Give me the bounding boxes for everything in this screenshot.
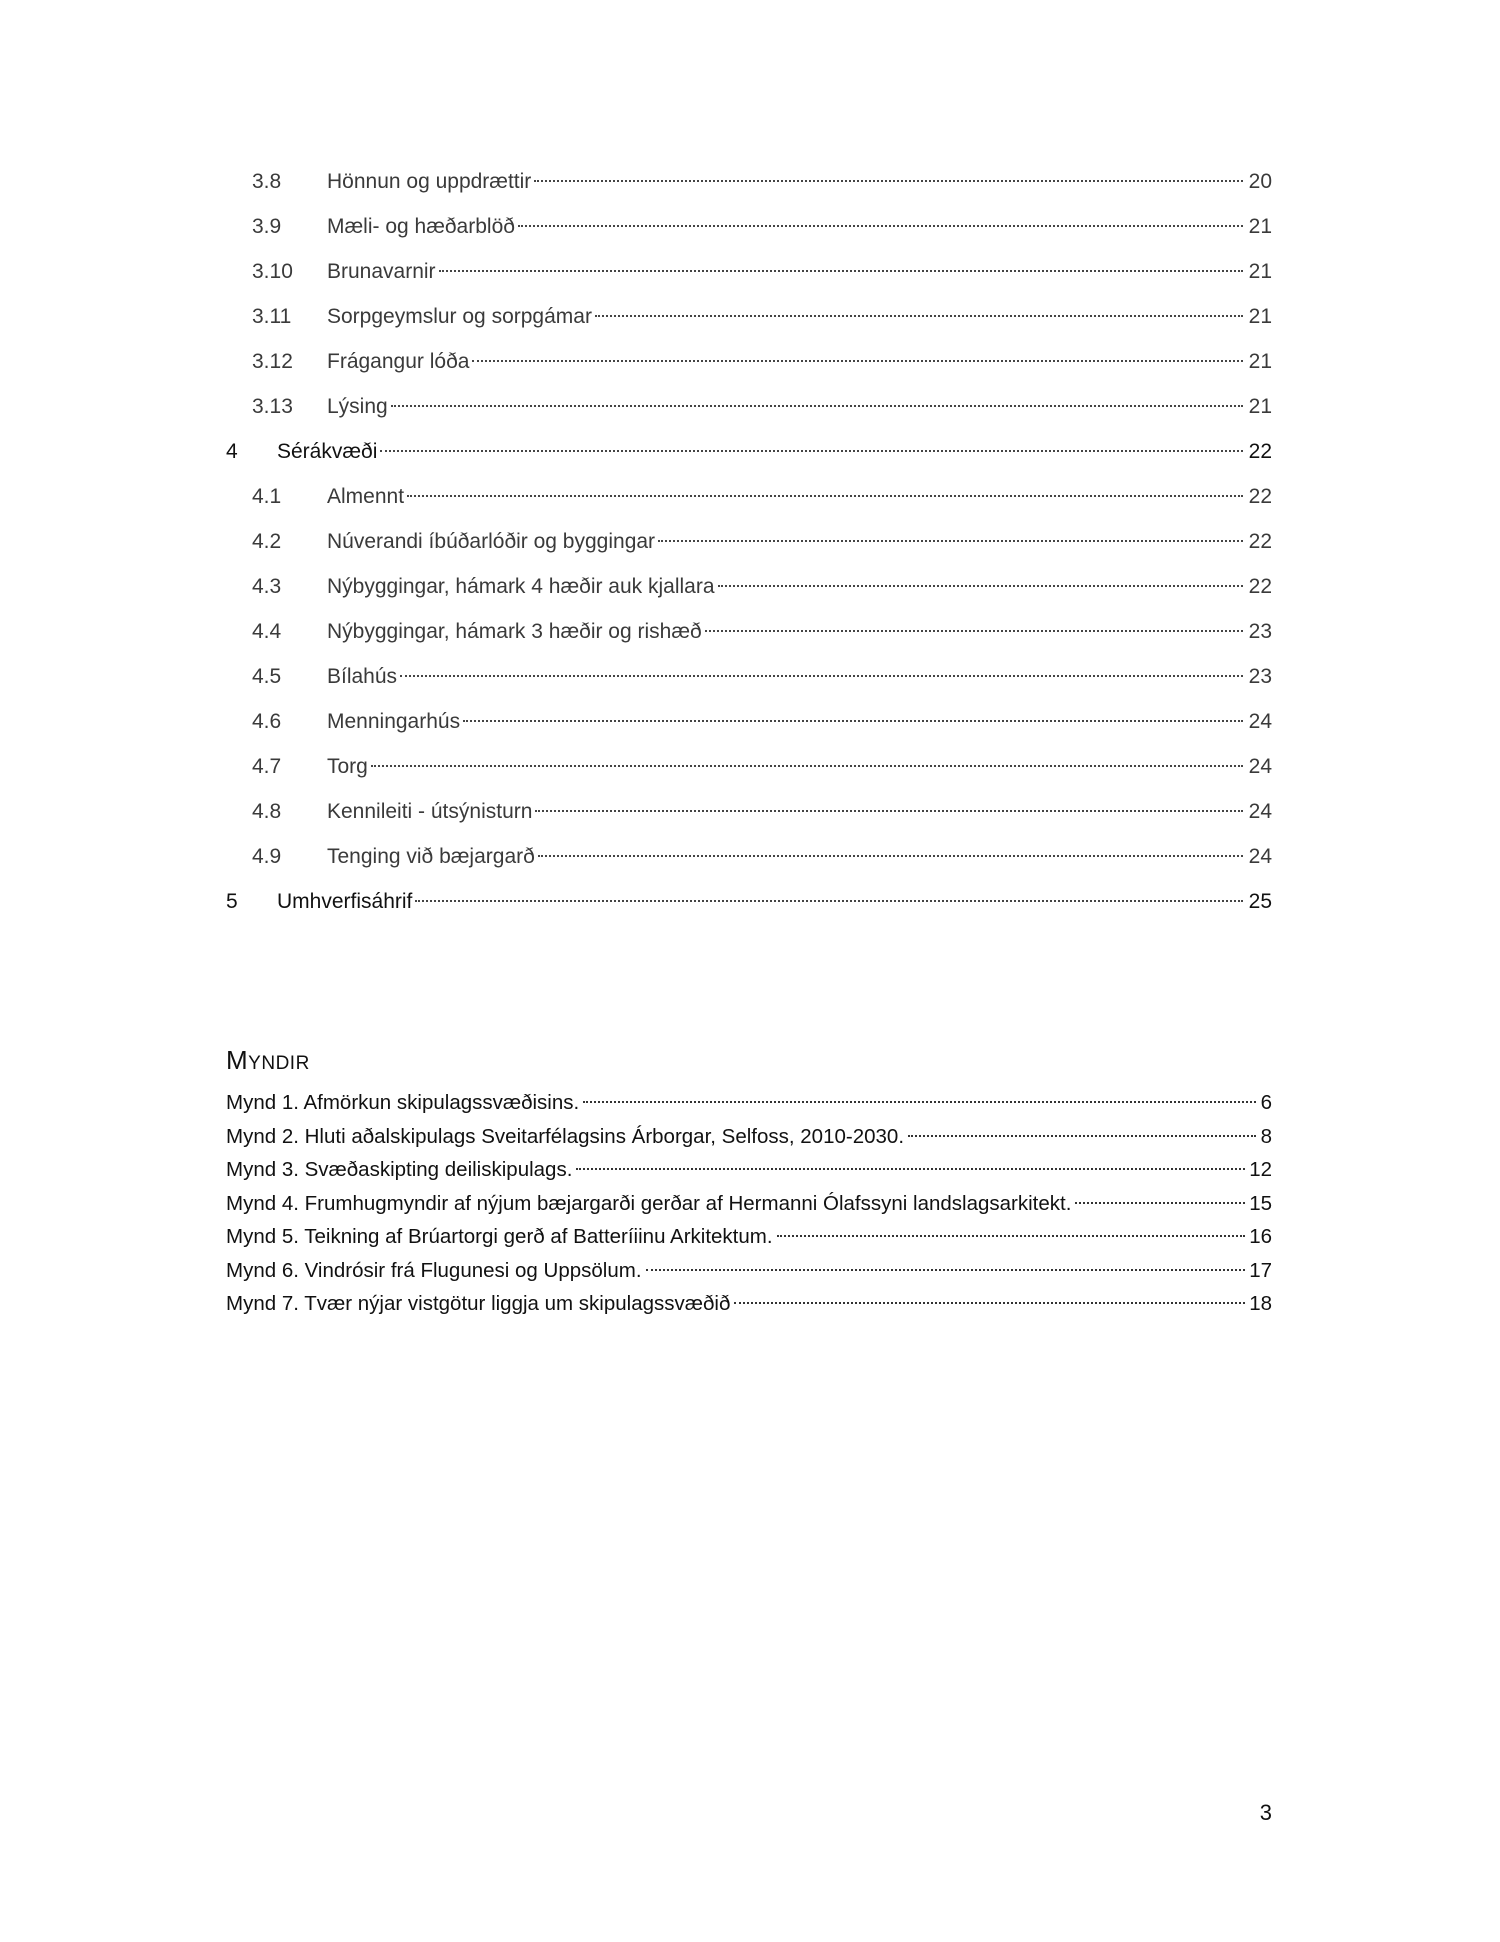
- dot-leader: [646, 1269, 1246, 1271]
- dot-leader: [518, 225, 1243, 227]
- toc-entry[interactable]: [226, 384, 1272, 429]
- toc-entry-page: 22: [1248, 575, 1272, 598]
- table-of-contents: [226, 159, 1272, 924]
- toc-entry[interactable]: [226, 204, 1272, 249]
- toc-entry-title: Almennt: [327, 485, 405, 508]
- toc-entry-page: 22: [1248, 440, 1272, 463]
- dot-leader: [407, 495, 1243, 497]
- dot-leader: [658, 540, 1243, 542]
- toc-section-entry[interactable]: [226, 429, 1272, 474]
- dot-leader: [908, 1135, 1256, 1137]
- toc-entry-title: Bílahús: [327, 665, 398, 688]
- figure-entry[interactable]: [226, 1086, 1272, 1120]
- toc-entry-number: 3.11: [252, 305, 292, 328]
- figure-entry-page: 6: [1260, 1091, 1272, 1114]
- toc-entry-page: 22: [1248, 530, 1272, 553]
- toc-entry-number: 3.10: [252, 260, 293, 283]
- list-of-figures: [226, 1086, 1272, 1321]
- toc-entry-title: Umhverfisáhrif: [277, 890, 413, 913]
- toc-entry-number: 4.8: [252, 800, 282, 823]
- toc-entry-title: Lýsing: [327, 395, 388, 418]
- toc-entry-title: Tenging við bæjargarð: [327, 845, 535, 868]
- toc-entry[interactable]: [226, 744, 1272, 789]
- toc-entry-page: 21: [1248, 395, 1272, 418]
- dot-leader: [1075, 1202, 1245, 1204]
- toc-entry[interactable]: [226, 474, 1272, 519]
- toc-entry-title: Kennileiti - útsýnisturn: [327, 800, 533, 823]
- toc-entry-page: 21: [1248, 350, 1272, 373]
- toc-entry-number: 4: [226, 440, 238, 463]
- dot-leader: [535, 810, 1243, 812]
- dot-leader: [734, 1302, 1245, 1304]
- dot-leader: [371, 765, 1243, 767]
- toc-entry-number: 3.12: [252, 350, 293, 373]
- dot-leader: [472, 360, 1243, 362]
- figure-entry-title: Mynd 7. Tvær nýjar vistgötur liggja um skipulagssvæðið: [226, 1292, 731, 1315]
- toc-entry-number: 4.6: [252, 710, 282, 733]
- toc-entry[interactable]: [226, 519, 1272, 564]
- figure-entry[interactable]: [226, 1220, 1272, 1254]
- dot-leader: [777, 1235, 1246, 1237]
- toc-entry-page: 21: [1248, 260, 1272, 283]
- figures-heading-rest: YNDIR: [248, 1053, 310, 1074]
- toc-entry-title: Frágangur lóða: [327, 350, 470, 373]
- toc-entry-number: 4.3: [252, 575, 282, 598]
- figure-entry-page: 8: [1260, 1124, 1272, 1148]
- dot-leader: [576, 1168, 1245, 1170]
- toc-entry[interactable]: [226, 609, 1272, 654]
- figure-entry[interactable]: [226, 1287, 1272, 1321]
- toc-entry-title: Nýbyggingar, hámark 3 hæðir og rishæð: [327, 620, 702, 643]
- toc-entry-title: Sérákvæði: [277, 440, 378, 463]
- dot-leader: [439, 270, 1243, 272]
- toc-entry-page: 20: [1248, 170, 1272, 193]
- figure-entry[interactable]: [226, 1153, 1272, 1187]
- toc-entry-number: 3.8: [252, 170, 282, 193]
- toc-entry[interactable]: [226, 294, 1272, 339]
- figure-entry-title: Mynd 4. Frumhugmyndir af nýjum bæjargarði gerðar af Hermanni Ólafssyni landslagsarkitekt.: [226, 1191, 1072, 1215]
- toc-entry-title: Hönnun og uppdrættir: [327, 170, 532, 193]
- toc-entry-title: Menningarhús: [327, 710, 461, 733]
- toc-entry-page: 22: [1248, 485, 1272, 508]
- toc-entry-title: Núverandi íbúðarlóðir og byggingar: [327, 530, 656, 553]
- toc-entry-page: 23: [1248, 620, 1272, 643]
- toc-entry-page: 21: [1248, 305, 1272, 328]
- figure-entry-title: Mynd 2. Hluti aðalskipulags Sveitarfélagsins Árborgar, Selfoss, 2010-2030.: [226, 1124, 905, 1148]
- toc-entry[interactable]: [226, 249, 1272, 294]
- toc-entry[interactable]: [226, 159, 1272, 204]
- figure-entry[interactable]: [226, 1187, 1272, 1221]
- toc-entry-number: 4.2: [252, 530, 282, 553]
- figure-entry[interactable]: [226, 1254, 1272, 1288]
- toc-entry-page: 25: [1248, 890, 1272, 913]
- page-number: 3: [1259, 1800, 1272, 1825]
- toc-entry-page: 23: [1248, 665, 1272, 688]
- figure-entry-title: Mynd 6. Vindrósir frá Flugunesi og Uppsölum.: [226, 1258, 642, 1282]
- figure-entry-title: Mynd 3. Svæðaskipting deiliskipulags.: [226, 1158, 573, 1181]
- toc-entry-title: Mæli- og hæðarblöð: [327, 215, 515, 238]
- toc-entry-number: 3.9: [252, 215, 282, 238]
- figures-heading: [226, 1045, 310, 1076]
- toc-entry-page: 24: [1248, 800, 1272, 823]
- toc-entry-number: 4.1: [252, 485, 282, 508]
- dot-leader: [718, 585, 1243, 587]
- figure-entry-page: 12: [1249, 1158, 1272, 1181]
- toc-entry[interactable]: [226, 564, 1272, 609]
- figure-entry-title: Mynd 1. Afmörkun skipulagssvæðisins.: [226, 1091, 580, 1114]
- dot-leader: [391, 405, 1243, 407]
- dot-leader: [583, 1101, 1256, 1103]
- toc-entry[interactable]: [226, 834, 1272, 879]
- figure-entry-title: Mynd 5. Teikning af Brúartorgi gerð af Batteríiinu Arkitektum.: [226, 1225, 773, 1248]
- toc-entry-number: 4.5: [252, 665, 282, 688]
- toc-section-entry[interactable]: [226, 879, 1272, 924]
- toc-entry[interactable]: [226, 789, 1272, 834]
- toc-entry-number: 5: [226, 890, 238, 913]
- figure-entry[interactable]: [226, 1120, 1272, 1154]
- toc-entry-number: 4.7: [252, 755, 282, 778]
- figure-entry-page: 18: [1249, 1292, 1272, 1315]
- toc-entry-page: 24: [1248, 755, 1272, 778]
- figures-heading-initial: M: [226, 1045, 249, 1075]
- dot-leader: [705, 630, 1243, 632]
- toc-entry-number: 3.13: [252, 395, 293, 418]
- dot-leader: [400, 675, 1243, 677]
- toc-entry-number: 4.4: [252, 620, 282, 643]
- figure-entry-page: 16: [1249, 1225, 1272, 1248]
- toc-entry-number: 4.9: [252, 845, 282, 868]
- toc-entry-page: 24: [1248, 710, 1272, 733]
- dot-leader: [415, 900, 1243, 902]
- toc-entry-title: Brunavarnir: [327, 260, 436, 283]
- toc-entry[interactable]: [226, 699, 1272, 744]
- dot-leader: [534, 180, 1243, 182]
- toc-entry-title: Sorpgeymslur og sorpgámar: [327, 305, 592, 328]
- dot-leader: [595, 315, 1243, 317]
- figure-entry-page: 17: [1249, 1258, 1272, 1282]
- toc-entry-title: Torg: [327, 755, 368, 778]
- dot-leader: [538, 855, 1243, 857]
- toc-entry-title: Nýbyggingar, hámark 4 hæðir auk kjallara: [327, 575, 715, 598]
- dot-leader: [380, 450, 1243, 452]
- toc-entry[interactable]: [226, 654, 1272, 699]
- figure-entry-page: 15: [1249, 1191, 1272, 1215]
- toc-entry[interactable]: [226, 339, 1272, 384]
- toc-entry-page: 24: [1248, 845, 1272, 868]
- dot-leader: [463, 720, 1243, 722]
- toc-entry-page: 21: [1248, 215, 1272, 238]
